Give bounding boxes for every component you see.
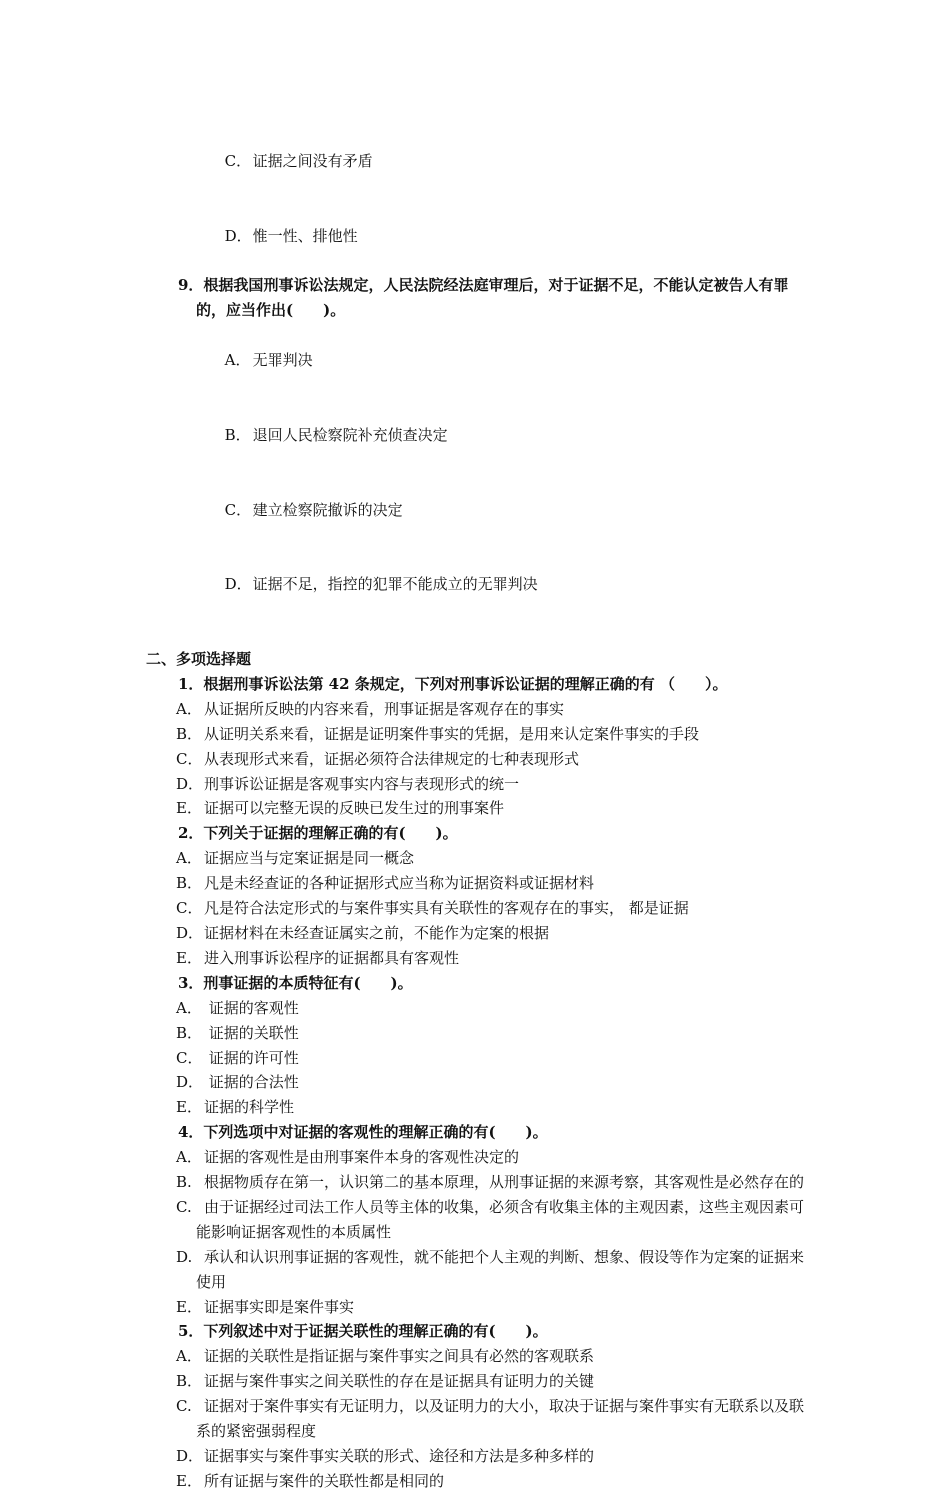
option-letter: A． — [176, 849, 202, 868]
option-text: 根据物质存在第一，认识第二的基本原理，从刑事证据的来源考察，其客观性是必然存在的 — [204, 1173, 805, 1192]
option-letter: C． — [176, 1048, 203, 1067]
option-line — [176, 747, 816, 772]
option-line — [176, 896, 816, 921]
option-line — [176, 996, 816, 1021]
option-text: 凡是未经查证的各种证据形式应当称为证据资料或证据材料 — [204, 874, 595, 893]
option-line — [176, 796, 816, 821]
option-text: 证据的关联性是指证据与案件事实之间具有必然的客观联系 — [204, 1347, 595, 1366]
option-text: 凡是符合法定形式的与案件事实具有关联性的客观存在的事实， 都是证据 — [204, 899, 689, 918]
option-letter: B． — [176, 1023, 203, 1042]
question-stem: 5．下列叙述中对于证据关联性的理解正确的有( )。 — [178, 1322, 548, 1341]
section-title: 二、多项选择题 — [146, 650, 252, 669]
option-letter: A． — [176, 1347, 202, 1366]
question-stem: 9．根据我国刑事诉讼法规定，人民法院经法庭审理后，对于证据不足，不能认定被告人有罪的，应当作出( )。 — [178, 276, 789, 320]
option-line — [176, 722, 816, 747]
option-letter: A． — [176, 998, 202, 1017]
option-line — [176, 1021, 816, 1046]
option-letter: B． — [224, 425, 251, 444]
option-letter: C． — [224, 151, 252, 170]
option-letter: A． — [176, 1148, 202, 1167]
option-line — [176, 846, 816, 871]
option-text: 退回人民检察院补充侦查决定 — [252, 425, 448, 444]
option-line — [176, 1444, 816, 1469]
option-letter: D． — [176, 1073, 204, 1092]
option-letter: C． — [224, 500, 252, 519]
option-line — [176, 1195, 816, 1245]
option-letter: D． — [176, 774, 204, 793]
option-letter: B. — [176, 1173, 192, 1192]
option-text: 证据事实与案件事实关联的形式、途径和方法是多种多样的 — [204, 1447, 595, 1466]
option-text: 惟一性、排他性 — [252, 226, 358, 245]
option-text: 证据的关联性 — [204, 1023, 299, 1042]
option-line — [176, 1070, 816, 1095]
option-text: 建立检察院撤诉的决定 — [252, 500, 403, 519]
option-text: 从证据所反映的内容来看，刑事证据是客观存在的事实 — [204, 699, 565, 718]
option-text: 无罪判决 — [252, 351, 313, 370]
option-line — [176, 871, 816, 896]
option-line — [176, 473, 816, 548]
option-line — [176, 199, 816, 274]
option-text: 证据的许可性 — [204, 1048, 299, 1067]
question-stem: 4．下列选项中对证据的客观性的理解正确的有( )。 — [178, 1123, 548, 1142]
option-text: 从表现形式来看，证据必须符合法律规定的七种表现形式 — [204, 749, 580, 768]
option-letter: C. — [176, 1197, 192, 1216]
option-line — [176, 1344, 816, 1369]
option-letter: B． — [176, 1372, 203, 1391]
option-letter: E． — [176, 1297, 202, 1316]
option-line — [176, 1170, 816, 1195]
option-text: 证据不足，指控的犯罪不能成立的无罪判决 — [252, 575, 538, 594]
option-text: 承认和认识刑事证据的客观性，就不能把个人主观的判断、想象、假设等作为定案的证据来使用 — [196, 1247, 805, 1291]
question-stem: 1．根据刑事诉讼法第 42 条规定，下列对刑事诉讼证据的理解正确的有 （ ）。 — [178, 674, 728, 693]
option-letter: A． — [224, 351, 251, 370]
option-letter: E． — [176, 799, 202, 818]
option-text: 进入刑事诉讼程序的证据都具有客观性 — [204, 948, 460, 967]
option-text: 证据与案件事实之间关联性的存在是证据具有证明力的关键 — [204, 1372, 595, 1391]
option-line — [176, 1145, 816, 1170]
option-text: 证据材料在未经查证属实之前，不能作为定案的根据 — [204, 923, 550, 942]
option-letter: D. — [176, 1247, 193, 1266]
option-letter: E． — [176, 1471, 202, 1490]
option-text: 证据对于案件事实有无证明力，以及证明力的大小，取决于证据与案件事实有无联系以及联系的紧密强弱程度 — [196, 1397, 805, 1441]
option-letter: E． — [176, 1098, 202, 1117]
option-text: 所有证据与案件的关联性都是相同的 — [204, 1471, 445, 1490]
option-text: 证据事实即是案件事实 — [204, 1297, 355, 1316]
option-text: 刑事诉讼证据是客观事实内容与表现形式的统一 — [204, 774, 520, 793]
option-line — [176, 1046, 816, 1071]
option-text: 证据的合法性 — [204, 1073, 299, 1092]
option-line — [176, 1245, 816, 1295]
option-text: 证据应当与定案证据是同一概念 — [204, 849, 415, 868]
option-letter: D． — [176, 923, 204, 942]
option-text: 证据的客观性是由刑事案件本身的客观性决定的 — [204, 1148, 520, 1167]
option-line — [176, 1369, 816, 1394]
option-letter: B． — [176, 724, 203, 743]
option-letter: D． — [224, 575, 252, 594]
option-text: 证据的科学性 — [204, 1098, 295, 1117]
option-text: 证据之间没有矛盾 — [252, 151, 373, 170]
option-text: 证据可以完整无误的反映已发生过的刑事案件 — [204, 799, 505, 818]
option-line — [176, 124, 816, 199]
option-line — [176, 772, 816, 797]
option-letter: C． — [176, 899, 203, 918]
option-line — [176, 697, 816, 722]
option-letter: E． — [176, 948, 202, 967]
option-line — [176, 946, 816, 971]
question-stem: 3．刑事证据的本质特征有( )。 — [178, 973, 413, 992]
option-line — [176, 398, 816, 473]
option-letter: A． — [176, 699, 202, 718]
option-text: 证据的客观性 — [204, 998, 299, 1017]
option-letter: C． — [176, 749, 203, 768]
option-text: 由于证据经过司法工作人员等主体的收集，必须含有收集主体的主观因素，这些主观因素可能影响证据客观性的本质属性 — [196, 1197, 805, 1241]
option-line — [176, 323, 816, 398]
option-line — [176, 547, 816, 622]
option-line — [176, 1295, 816, 1320]
question-stem: 2．下列关于证据的理解正确的有( )。 — [178, 824, 458, 843]
option-letter: C. — [176, 1397, 192, 1416]
option-letter: D． — [224, 226, 252, 245]
option-text: 从证明关系来看，证据是证明案件事实的凭据，是用来认定案件事实的手段 — [204, 724, 700, 743]
option-line — [176, 1095, 816, 1120]
option-letter: D． — [176, 1447, 204, 1466]
option-line — [176, 921, 816, 946]
option-line — [176, 1469, 816, 1494]
option-line — [176, 1394, 816, 1444]
option-letter: B． — [176, 874, 203, 893]
exam-content — [146, 124, 816, 1494]
